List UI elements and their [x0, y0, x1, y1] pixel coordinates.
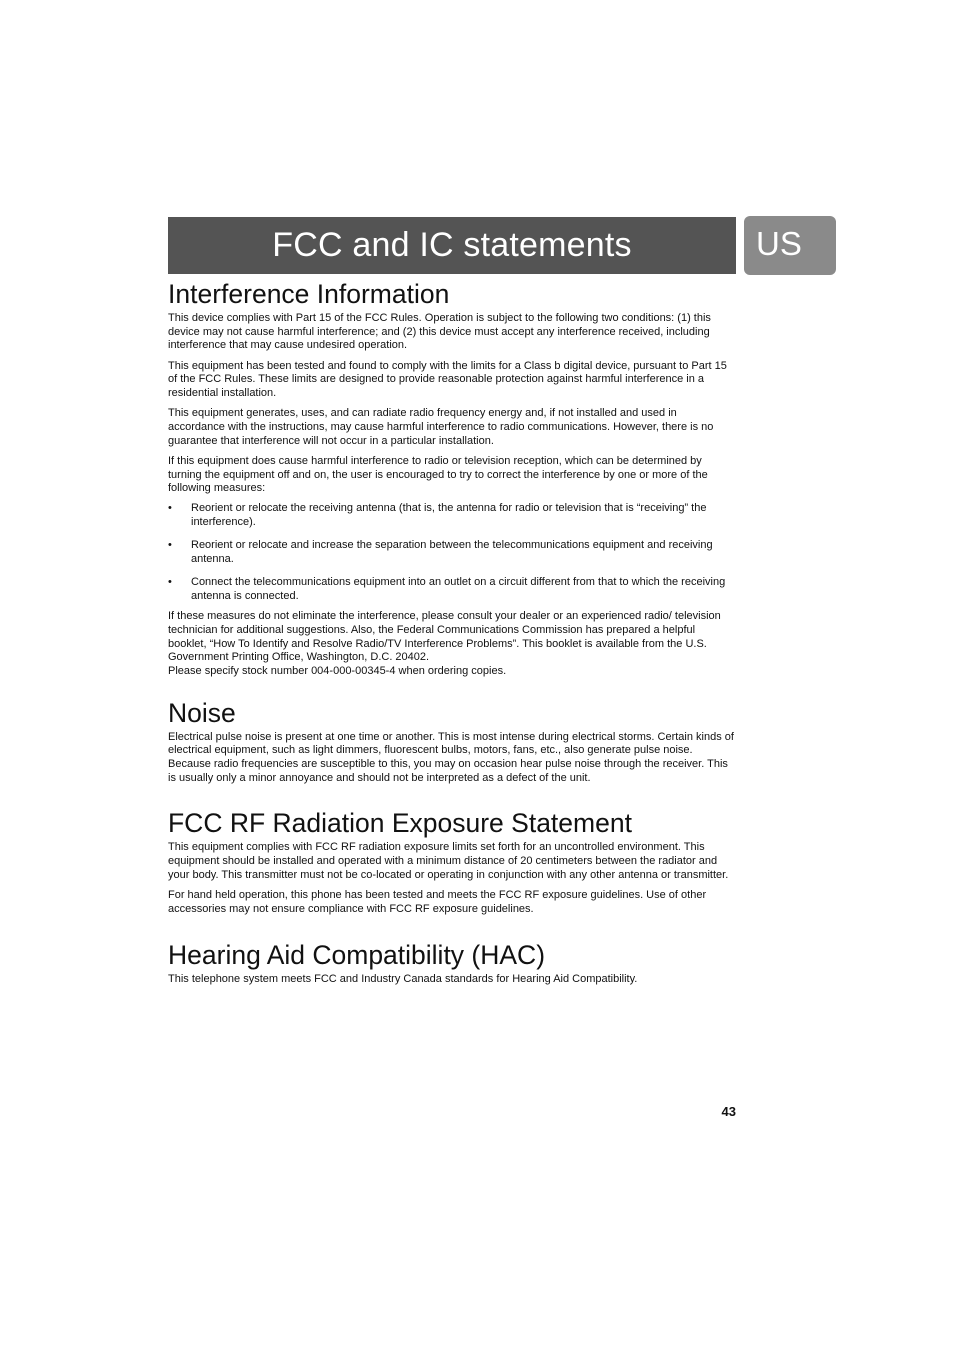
paragraph: This telephone system meets FCC and Industry Canada standards for Hearing Aid Compatibility.	[168, 972, 638, 985]
paragraph: If this equipment does cause harmful interference to radio or television reception, which can be determined by turning the equipment off and on, the user is encouraged to try to correct the interference by one or more of the following measures:	[168, 454, 708, 495]
language-tab: US	[744, 216, 836, 275]
measures-list	[168, 502, 736, 603]
page-title-bar	[168, 217, 736, 274]
page-title: FCC and IC statements	[272, 226, 632, 264]
paragraph: This equipment generates, uses, and can radiate radio frequency energy and, if not installed and used in accordance with the instructions, may cause harmful interference to radio communications. However, there is no guarantee that interference will not occur in a particular installation.	[168, 407, 714, 447]
section-heading: FCC RF Radiation Exposure Statement	[168, 808, 632, 839]
list-item-text: Reorient or relocate the receiving antenna (that is, the antenna for radio or television that is “receiving” the interference).	[191, 502, 707, 529]
list-item-text: Connect the telecommunications equipment into an outlet on a circuit different from that to which the receiving antenna is connected.	[191, 576, 726, 602]
bullet-icon: •	[168, 502, 172, 515]
bullet-icon: •	[168, 576, 172, 589]
paragraph: This equipment complies with FCC RF radiation exposure limits set forth for an uncontrolled environment. This equipment should be installed and operated with a minimum distance of 20 centimeters between the radiator and your body. This transmitter must not be co-located or operating in conjunction with any other antenna or transmitter.	[168, 841, 729, 881]
paragraph: Electrical pulse noise is present at one time or another. This is most intense during electrical storms. Certain kinds of electrical equipment, such as light dimmers, fluorescent bulbs, motors, fans, etc., also generate pulse noise. Because radio frequencies are susceptible to this, you may on occasion hear pulse noise through the receiver. This is usually only a minor annoyance and should not be interpreted as a defect of the unit.	[168, 730, 734, 784]
section-heading: Interference Information	[168, 279, 450, 309]
page-number: 43	[721, 1104, 736, 1119]
section-hac	[168, 937, 736, 987]
paragraph: If these measures do not eliminate the interference, please consult your dealer or an experienced radio/ television technician for additional suggestions. Also, the Federal Communications Commission has prepared a helpful booklet, “How To Identify and Resolve Radio/TV Interference Problems”. This booklet is available from the U.S. Government Printing Office, Washington, D.C. 20402.	[168, 610, 721, 664]
paragraph: Please specify stock number 004-000-00345-4 when ordering copies.	[168, 664, 507, 677]
paragraph: This equipment has been tested and found to comply with the limits for a Class b digital device, pursuant to Part 15 of the FCC Rules. These limits are designed to provide reasonable protection against harmful interference in a residential installation.	[168, 359, 727, 400]
document-body	[168, 276, 736, 993]
list-item	[168, 502, 736, 529]
section-interference	[168, 276, 736, 679]
bullet-icon: •	[168, 539, 172, 552]
section-heading: Noise	[168, 697, 236, 728]
section-rf-exposure	[168, 805, 736, 916]
list-item	[168, 539, 736, 566]
paragraph: This device complies with Part 15 of the FCC Rules. Operation is subject to the following two conditions: (1) this device may not cause harmful interference; and (2) this device must accept any interference received, including interference that may cause undesired operation.	[168, 312, 711, 352]
list-item	[168, 576, 736, 603]
section-heading: Hearing Aid Compatibility (HAC)	[168, 939, 546, 970]
list-item-text: Reorient or relocate and increase the separation between the telecommunications equipment and receiving antenna.	[191, 539, 713, 566]
section-noise	[168, 695, 736, 786]
paragraph: For hand held operation, this phone has been tested and meets the FCC RF exposure guidelines. Use of other accessories may not ensure compliance with FCC RF exposure guidelines.	[168, 889, 707, 915]
